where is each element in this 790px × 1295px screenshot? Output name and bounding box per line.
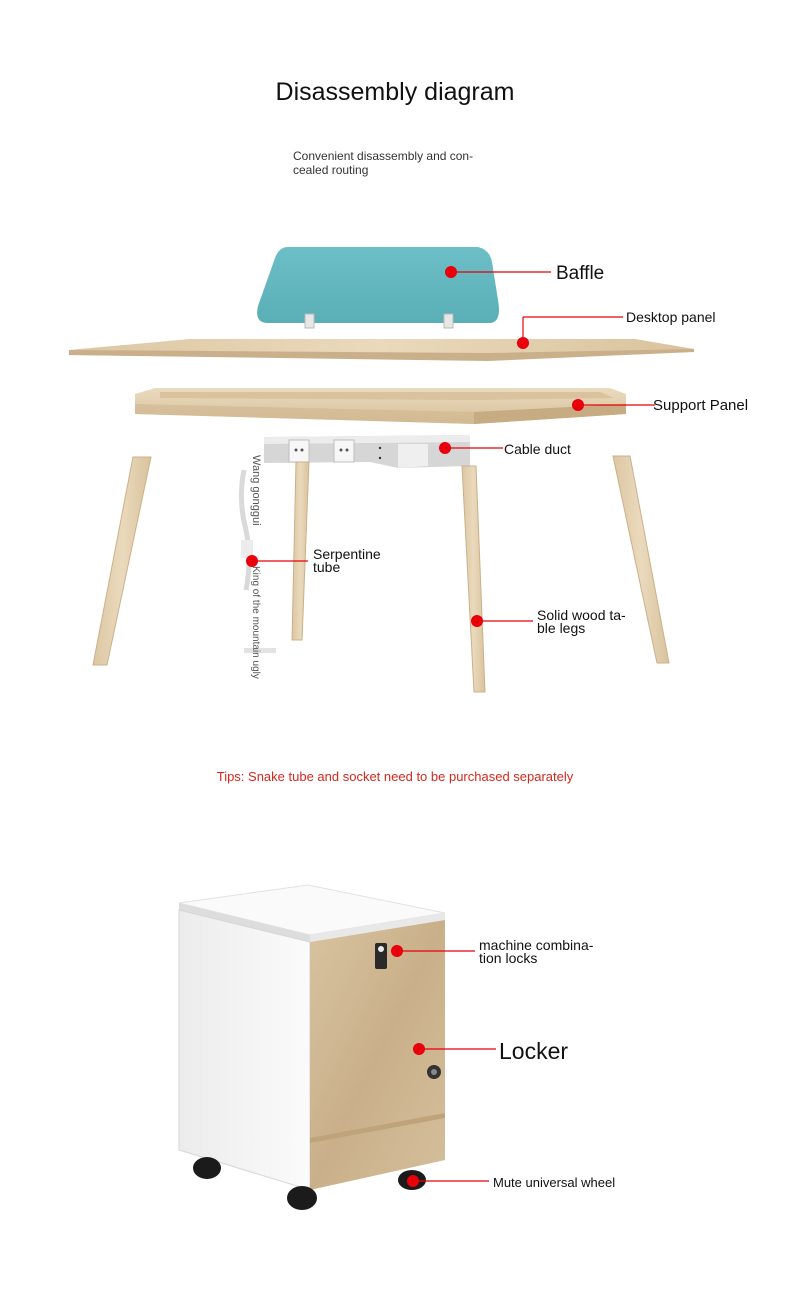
watermark-line2: King of the mountain ugly [250, 566, 261, 679]
label-desktop-panel: Desktop panel [626, 309, 716, 325]
label-locker: Locker [499, 1038, 569, 1064]
label-cable-duct: Cable duct [504, 441, 571, 457]
baffle-panel [257, 247, 499, 328]
subtitle-text: Convenient disassembly and con- cealed routing [293, 149, 474, 177]
label-mute-wheel: Mute universal wheel [493, 1175, 616, 1190]
locker-cabinet [179, 885, 445, 1210]
label-baffle: Baffle [556, 263, 605, 284]
label-support-panel: Support Panel [653, 397, 749, 414]
label-serpentine-tube: Serpentine tube [313, 546, 381, 575]
page-title: Disassembly diagram [275, 78, 515, 106]
table-legs [93, 456, 669, 692]
watermark-line1: Wang gonggui [250, 455, 262, 526]
label-table-legs: Solid wood ta- ble legs [537, 607, 626, 636]
subtitle [293, 149, 493, 177]
desktop-panel [69, 339, 694, 361]
tips-note: Tips: Snake tube and socket need to be purchased separately [216, 769, 574, 784]
cable-duct [264, 435, 470, 468]
label-combination-locks: machine combina- tion locks [479, 937, 594, 966]
support-panel [135, 388, 626, 424]
